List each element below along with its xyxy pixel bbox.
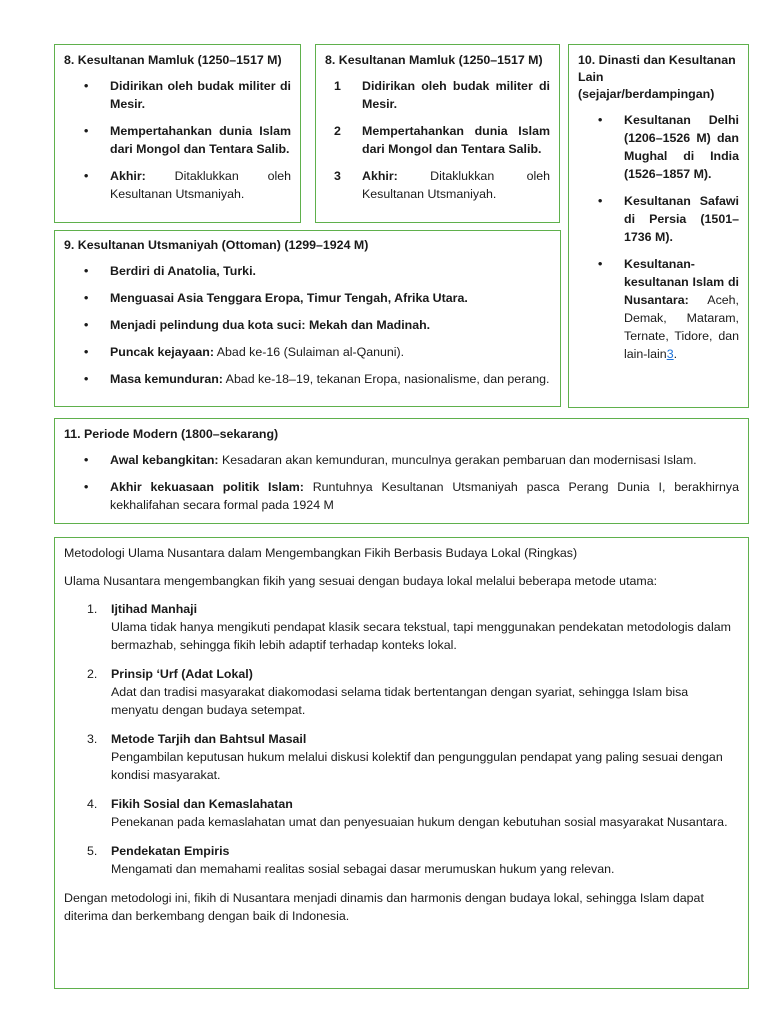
list-item: • Mempertahankan dunia Islam dari Mongol dan Tentara Salib. bbox=[64, 122, 291, 158]
list-item: • Kesultanan Safawi di Persia (1501–1736 M). bbox=[578, 192, 739, 246]
mamluk-box-bulleted bbox=[54, 44, 301, 223]
methodology-box bbox=[54, 537, 749, 989]
mamluk-title: 8. Kesultanan Mamluk (1250–1517 M) bbox=[325, 53, 543, 67]
dynasties-title: 10. Dinasti dan Kesultanan Lain bbox=[578, 53, 736, 84]
list-item: • Menguasai Asia Tenggara Eropa, Timur Tengah, Afrika Utara. bbox=[64, 289, 551, 307]
list-item: • Kesultanan Delhi (1206–1526 M) dan Mughal di India (1526–1857 M). bbox=[578, 111, 739, 183]
list-item: 2. Prinsip ‘Urf (Adat Lokal) Adat dan tradisi masyarakat diakomodasi selama tidak bertentangan dengan syariat, sehingga Islam bisa menyatu dengan budaya setempat. bbox=[87, 667, 689, 717]
list-item: • Akhir kekuasaan politik Islam: Runtuhnya Kesultanan Utsmaniyah pasca Perang Dunia I, berakhirnya kekhalifahan secara formal pada 1924 M bbox=[64, 478, 739, 514]
list-item: 3 Akhir: Ditaklukkan oleh Kesultanan Utsmaniyah. bbox=[334, 169, 550, 201]
list-item: 3. Metode Tarjih dan Bahtsul Masail Pengambilan keputusan hukum melalui diskusi kolektif dan pengunggulan pendapat yang paling sesuai dengan kondisi masyarakat. bbox=[87, 732, 723, 782]
ottoman-title: 9. Kesultanan Utsmaniyah (Ottoman) (1299–1924 M) bbox=[64, 238, 369, 252]
list-item: • Didirikan oleh budak militer di Mesir. bbox=[64, 77, 291, 113]
list-item: • Awal kebangkitan: Kesadaran akan kemunduran, munculnya gerakan pembaruan dan modernisasi Islam. bbox=[64, 451, 739, 469]
list-item: • Berdiri di Anatolia, Turki. bbox=[64, 262, 551, 280]
mamluk-box-numbered bbox=[315, 44, 560, 223]
list-item: 1 Didirikan oleh budak militer di Mesir. bbox=[334, 79, 550, 111]
modern-period-box bbox=[54, 418, 749, 524]
dynasties-box bbox=[568, 44, 749, 408]
modern-period-title: 11. Periode Modern (1800–sekarang) bbox=[64, 427, 279, 441]
list-item: • Masa kemunduran: Abad ke-18–19, tekanan Eropa, nasionalisme, dan perang. bbox=[64, 370, 551, 388]
dynasties-subtitle: (sejajar/berdampingan) bbox=[578, 87, 715, 101]
methodology-title: Metodologi Ulama Nusantara dalam Mengembangkan Fikih Berbasis Budaya Lokal (Ringkas) bbox=[64, 546, 578, 560]
footnote-link[interactable]: 3 bbox=[666, 347, 674, 361]
list-item: 5. Pendekatan Empiris Mengamati dan memahami realitas sosial sebagai dasar merumuskan hukum yang relevan. bbox=[87, 844, 615, 876]
methodology-intro: Ulama Nusantara mengembangkan fikih yang sesuai dengan budaya lokal melalui beberapa metode utama: bbox=[64, 574, 658, 588]
list-item: • Puncak kejayaan: Abad ke-16 (Sulaiman al-Qanuni). bbox=[64, 343, 551, 361]
list-item: • Kesultanan-kesultanan Islam di Nusantara: Aceh, Demak, Mataram, Ternate, Tidore, dan lain-lain3. bbox=[578, 255, 739, 363]
list-item: • Menjadi pelindung dua kota suci: Mekah dan Madinah. bbox=[64, 316, 551, 334]
ottoman-box bbox=[54, 230, 561, 407]
list-item: • Akhir: Ditaklukkan oleh Kesultanan Utsmaniyah. bbox=[64, 167, 291, 203]
list-item: 2 Mempertahankan dunia Islam dari Mongol dan Tentara Salib. bbox=[334, 124, 550, 156]
list-item: 1. Ijtihad Manhaji Ulama tidak hanya mengikuti pendapat klasik secara tekstual, tapi menggunakan pendekatan metodologis dalam bermazhab, sehingga fikih lebih adaptif terhadap konteks lokal. bbox=[87, 602, 731, 652]
list-item: 4. Fikih Sosial dan Kemaslahatan Penekanan pada kemaslahatan umat dan penyesuaian hukum dengan kebutuhan sosial masyarakat Nusantara. bbox=[87, 797, 728, 829]
methodology-closing: Dengan metodologi ini, fikih di Nusantara menjadi dinamis dan harmonis dengan budaya lokal, sehingga Islam dapat diterima dan berkembang dengan baik di Indonesia. bbox=[64, 891, 704, 923]
mamluk-title: 8. Kesultanan Mamluk (1250–1517 M) bbox=[64, 53, 282, 67]
